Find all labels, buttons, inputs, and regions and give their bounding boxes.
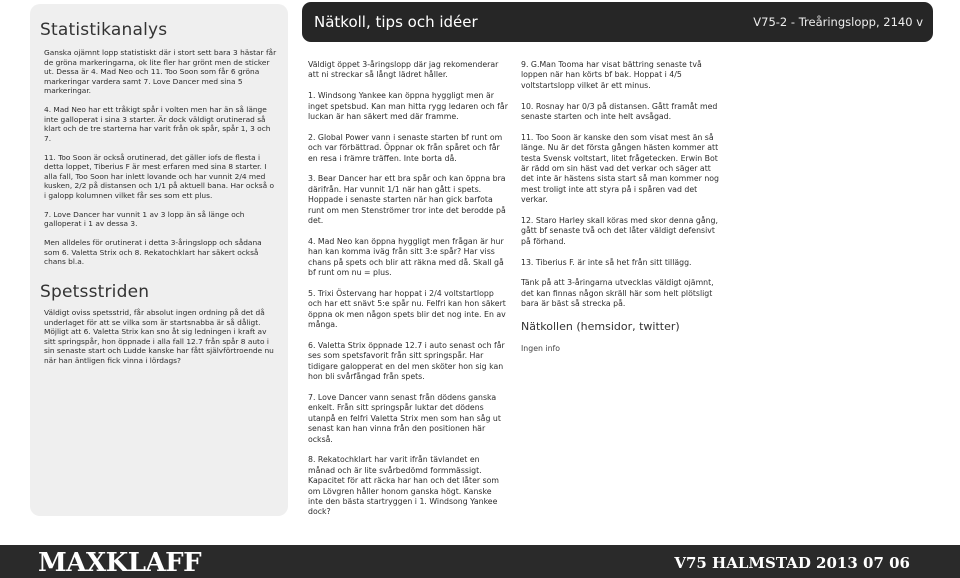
tips-column-right (521, 60, 721, 365)
tip-paragraph: 7. Love Dancer vann senast från dödens ganska enkelt. Från sitt springspår luktar det dödens utanpå en felfri Valetta Strix men som han såg ut senast kan han vinna från den positionen här också. (308, 392, 501, 444)
natkollen-title: Nätkollen (hemsidor, twitter) (521, 320, 680, 334)
tip-paragraph: 11. Too Soon är kanske den som visat mest än så länge. Nu är det första gången hästen kommer att testa Svensk voltstart, litet frågetecken. Erwin Bot är rädd om sin häst vad det verkar och säger att det inte är hästens sista start så man kommer nog mest troligt inte att styra på i spåren vad det verkar. (521, 132, 719, 205)
spetsstriden-title: Spetsstriden (40, 282, 150, 302)
natkollen-info: Ingen info (521, 344, 561, 354)
race-label: V75-2 - Treåringslopp, 2140 v (753, 15, 923, 29)
statistics-text (44, 48, 278, 276)
statistics-panel (30, 4, 288, 516)
statistics-paragraph: 7. Love Dancer har vunnit 1 av 3 lopp än så länge och galloperat i 1 av dessa 3. (44, 209, 245, 228)
section-header (302, 2, 933, 42)
tip-paragraph: 13. Tiberius F. är inte så het från sitt tillägg. (521, 257, 692, 267)
statistics-paragraph: 4. Mad Neo har ett tråkigt spår i volten men har än så länge inte galloperat i sina 3 starter. Är dock väldigt orutinerad så klart och de tre starterna har varit från ok spår, spår 1, 3 och 7. (44, 105, 271, 143)
tip-paragraph: Tänk på att 3-åringarna utvecklas väldigt ojämnt, det kan finnas någon skräll här som helt plötsligt bara är bäst så strecka på. (521, 278, 714, 309)
tips-column-middle (308, 60, 508, 528)
tip-paragraph: 6. Valetta Strix öppnade 12.7 i auto senast och får ses som spetsfavorit från sitt springspår. Har tidigare galopperat en del men sköter hon sig kan hon bli svårfångad från spets. (308, 340, 505, 382)
statistics-paragraph: 11. Too Soon är också orutinerad, det gäller iofs de flesta i detta loppet, Tiberius F är mest erfaren med sina 8 starter. I alla fall, Too Soon har inlett lovande och har vunnit 2/4 med kusken, 2/2 på distansen och 1/1 på aktuell bana. Har också o i galopp kolumnen vilket får ses som ett plus. (44, 152, 275, 200)
tip-paragraph: 5. Trixi Östervang har hoppat i 2/4 voltstartlopp och har ett snävt 5:e spår nu. Felfri kan hon säkert öppna ok men någon spets blir det nog inte. En av många. (308, 288, 506, 330)
statistics-paragraph: Men alldeles för orutinerat i detta 3-åringslopp och sådana som 6. Valetta Strix och 8. Rekatochklart har säkert också chans bl.a. (44, 238, 262, 266)
tip-paragraph: Väldigt öppet 3-åringslopp där jag rekomenderar att ni streckar så långt lädret håller. (308, 60, 499, 80)
tip-paragraph: 2. Global Power vann i senaste starten bf runt om och var förbättrad. Öppnar ok från spåret och får en resa i främre träffen. Inte borta då. (308, 132, 503, 163)
statistics-paragraph: Ganska ojämnt lopp statistiskt där i stort sett bara 3 hästar får de gröna markeringarna, ok lite fler har grönt men de sticker ut. Dessa är 4. Mad Neo och 11. Too Soon som får 6 gröna markeringar vardera samt 7. Love Dancer med sina 5 markeringar. (44, 48, 277, 95)
spetsstriden-paragraph: Väldigt oviss spetsstrid, får absolut ingen ordning på det då underlaget för att se vilka som är startsnabba är så dåligt. Möjligt att 6. Valetta Strix kan sno åt sig ledningen i kraft av sitt springspår, hon öppnade i alla fall 12.7 från spår 8 auto i sin senaste start och Ludde kanske har fått självförtroende nu när han äntligen fick vinna i lördags? (44, 308, 274, 365)
tip-paragraph: 4. Mad Neo kan öppna hyggligt men frågan är hur han kan komma iväg från sitt 3:e spår? Har viss chans på spets och blir att räkna med då. Skall gå bf runt om nu = plus. (308, 236, 504, 278)
tip-paragraph: 10. Rosnay har 0/3 på distansen. Gått framåt med senaste starten och inte helt avsågad. (521, 101, 718, 122)
tip-paragraph: 8. Rekatochklart har varit ifrån tävlandet en månad och är lite svårbedömd formmässigt. Kapacitet för att räcka har han och det låter som om Lövgren håller honom ganska högt. Kanske inte den bästa startryggen i 1. Windsong Yankee dock? (308, 455, 500, 517)
spetsstriden-text (44, 308, 278, 375)
section-title: Nätkoll, tips och idéer (314, 13, 478, 31)
tip-paragraph: 3. Bear Dancer har ett bra spår och kan öppna bra därifrån. Har vunnit 1/1 när han gått i spets. Hoppade i senaste starten när han gick barfota runt om men Stenströmer tror inte det berodde på det. (308, 174, 506, 226)
tip-paragraph: 12. Staro Harley skall köras med skor denna gång, gått bf senaste två och det låter väldigt defensivt på förhand. (521, 216, 718, 246)
statistics-title: Statistikanalys (40, 20, 168, 40)
tip-paragraph: 9. G.Man Tooma har visat bättring senaste två loppen när han körts bf bak. Hoppat i 4/5 voltstartslopp vilket är ett minus. (521, 60, 702, 90)
tip-paragraph: 1. Windsong Yankee kan öppna hyggligt men är inget spetsbud. Kan man hitta rygg ledaren och får luckan är han säkert med där framme. (308, 91, 508, 122)
brand-logo: MAXKLAFF (38, 548, 202, 578)
footer-race-label: V75 HALMSTAD 2013 07 06 (674, 554, 910, 572)
footer-bar (0, 545, 960, 578)
